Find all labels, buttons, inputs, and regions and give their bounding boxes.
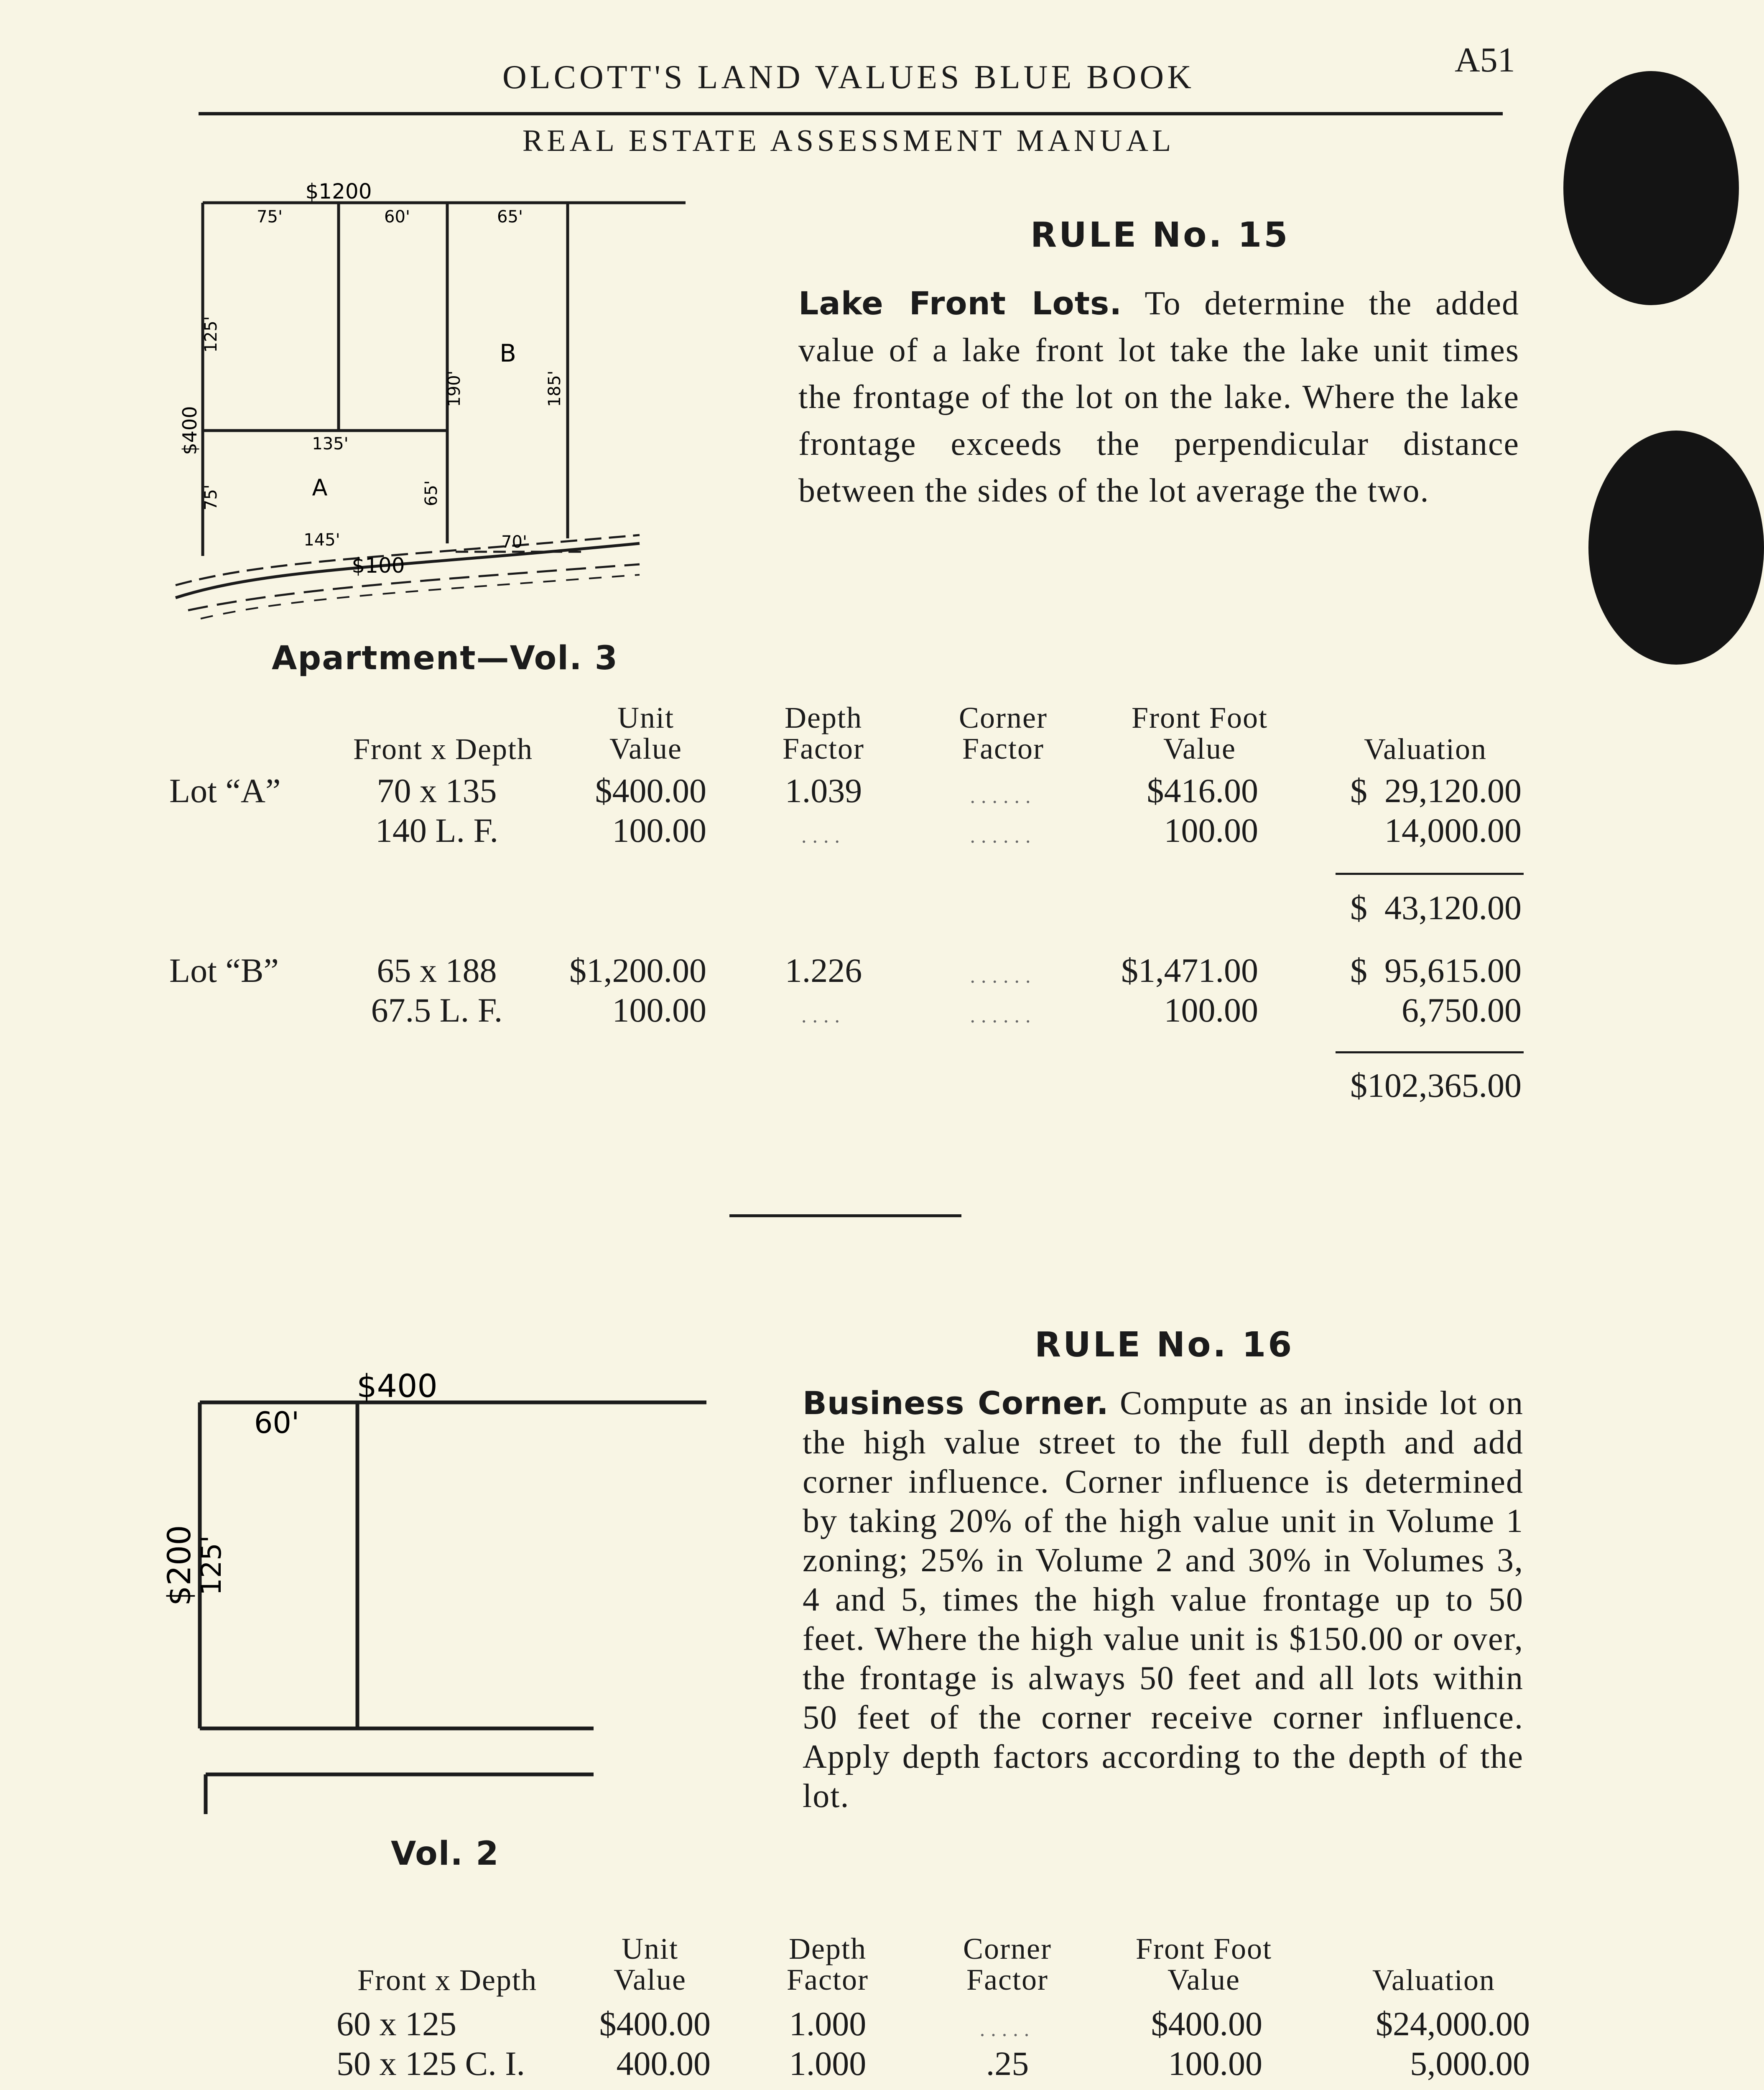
subtotal-lot-b: $102,365.00 xyxy=(1350,1066,1522,1104)
binding-hole-bottom xyxy=(1588,431,1764,665)
col-depth-factor: Depth Factor xyxy=(787,1932,869,1996)
col-corner-factor: Corner Factor xyxy=(959,701,1048,765)
diagram-label-70: 70' xyxy=(501,533,527,552)
table-cell: 100.00 xyxy=(1164,811,1258,849)
diagram-label-A: A xyxy=(312,474,328,501)
table-cell: 400.00 xyxy=(616,2044,711,2082)
subtotal-rule xyxy=(1336,1051,1524,1053)
col-front-foot-value: Front Foot Value xyxy=(1135,1932,1272,1996)
table-cell: 100.00 xyxy=(612,811,706,849)
rule-15-title: RULE No. 15 xyxy=(1030,215,1290,255)
diagram-top-value: $1200 xyxy=(305,179,372,204)
table-cell: ...... xyxy=(970,784,1037,808)
table-cell: $1,471.00 xyxy=(1121,951,1258,989)
diagram-label-135: 135' xyxy=(312,434,349,454)
col-front-depth: Front x Depth xyxy=(357,1963,537,1997)
diagram-left-125: 125' xyxy=(201,316,221,353)
table-cell: .... xyxy=(801,1004,846,1027)
table-cell: 65 x 188 xyxy=(377,951,497,989)
table-cell: $1,200.00 xyxy=(569,951,706,989)
diagram-top-75: 75' xyxy=(257,207,283,227)
table-cell: 1.000 xyxy=(789,2005,867,2043)
table-cell: .... xyxy=(801,824,846,847)
table-cell: 67.5 L. F. xyxy=(371,991,503,1029)
rule-16-title: RULE No. 16 xyxy=(1035,1325,1294,1365)
table-cell: .25 xyxy=(986,2044,1029,2082)
diagram-label-B: B xyxy=(500,339,516,367)
table-cell: $24,000.00 xyxy=(1376,2005,1530,2043)
apartment-vol3-heading: Apartment—Vol. 3 xyxy=(272,640,619,677)
table-row-lot-label: Lot “A” xyxy=(169,772,281,810)
business-corner-diagram xyxy=(161,1367,723,1814)
section-divider xyxy=(729,1214,961,1217)
rule-16-text: Compute as an inside lot on the high value street to the full depth and add corner influence. Corner influence is determined by taking 20% of the high value unit in Volume 1 zoning; 25% in Volume 2 and 30% in Volumes 3, 4 and 5, times the high value frontage up to 50 feet. Where the high value unit is $150.00 or over, the frontage is always 50 feet and all lots within 50 feet of the corner receive corner influence. Apply depth factors according to the depth of the lot. xyxy=(803,1385,1524,1815)
table-cell: 5,000.00 xyxy=(1410,2044,1530,2082)
diagram-label-145: 145' xyxy=(303,530,340,550)
diagram-label-65: 65' xyxy=(422,480,441,506)
lake-front-lot-diagram xyxy=(163,176,640,619)
table-cell: 50 x 125 C. I. xyxy=(336,2044,525,2082)
diagram-lake-value: $100 xyxy=(352,553,405,578)
table-cell: $416.00 xyxy=(1147,772,1258,810)
table-cell: $400.00 xyxy=(595,772,706,810)
table-cell: 1.226 xyxy=(785,951,862,989)
table-cell: ..... xyxy=(979,2017,1035,2041)
binding-hole-top xyxy=(1563,71,1739,305)
table-cell: $400.00 xyxy=(1151,2005,1262,2043)
diagram-top-60: 60' xyxy=(384,207,410,227)
diagram-top-value: $400 xyxy=(357,1367,438,1404)
table-cell: 70 x 135 xyxy=(377,772,497,810)
col-corner-factor: Corner Factor xyxy=(963,1932,1052,1996)
table-cell: 100.00 xyxy=(1164,991,1258,1029)
diagram-top-65: 65' xyxy=(497,207,523,227)
col-front-foot-value: Front Foot Value xyxy=(1131,701,1268,765)
col-front-depth: Front x Depth xyxy=(353,732,533,766)
col-valuation: Valuation xyxy=(1364,732,1487,766)
table-cell: 100.00 xyxy=(1168,2044,1262,2082)
rule-15-text: To determine the added value of a lake front lot take the lake unit times the frontage of the lot on the lake. Where the lake frontage exceeds the perpendicular distance between the sides of the lot average the two. xyxy=(798,285,1519,509)
rule-16-paragraph xyxy=(803,1384,1524,1816)
col-unit-value: Unit Value xyxy=(609,701,682,765)
subtotal-lot-a: $ 43,120.00 xyxy=(1350,889,1522,927)
diagram-label-190: 190' xyxy=(445,370,464,407)
table-cell: 140 L. F. xyxy=(375,811,499,849)
diagram-left-75: 75' xyxy=(201,484,221,510)
table-cell: 60 x 125 xyxy=(336,2005,456,2043)
subtotal-rule xyxy=(1336,873,1524,875)
vol2-heading: Vol. 2 xyxy=(391,1835,500,1873)
table-cell: 6,750.00 xyxy=(1402,991,1522,1029)
table-cell: 1.000 xyxy=(789,2044,867,2082)
col-unit-value: Unit Value xyxy=(614,1932,686,1996)
col-depth-factor: Depth Factor xyxy=(783,701,864,765)
table-row-lot-label: Lot “B” xyxy=(169,951,279,989)
header-divider xyxy=(199,112,1503,115)
diagram-left-125: 125' xyxy=(195,1535,227,1596)
table-cell: $ 95,615.00 xyxy=(1350,951,1522,989)
diagram-label-185: 185' xyxy=(545,370,564,407)
rule-15-paragraph xyxy=(798,280,1519,514)
table-cell: ...... xyxy=(970,824,1037,847)
page-number: A51 xyxy=(1455,41,1515,79)
table-cell: ...... xyxy=(970,964,1037,987)
diagram-top-60: 60' xyxy=(254,1406,300,1440)
diagram-left-value: $200 xyxy=(161,1525,198,1606)
table-cell: 1.039 xyxy=(785,772,862,810)
rule-16-lead: Business Corner. xyxy=(803,1384,1109,1422)
table-cell: 100.00 xyxy=(612,991,706,1029)
manual-subtitle: REAL ESTATE ASSESSMENT MANUAL xyxy=(522,124,1175,158)
table-cell: ...... xyxy=(970,1004,1037,1027)
rule-15-lead: Lake Front Lots. xyxy=(798,285,1122,322)
book-title: OLCOTT'S LAND VALUES BLUE BOOK xyxy=(502,59,1195,96)
table-cell: 14,000.00 xyxy=(1384,811,1522,849)
col-valuation: Valuation xyxy=(1372,1963,1495,1997)
table-cell: $ 29,120.00 xyxy=(1350,772,1522,810)
diagram-left-value: $400 xyxy=(178,406,201,455)
table-cell: $400.00 xyxy=(599,2005,711,2043)
